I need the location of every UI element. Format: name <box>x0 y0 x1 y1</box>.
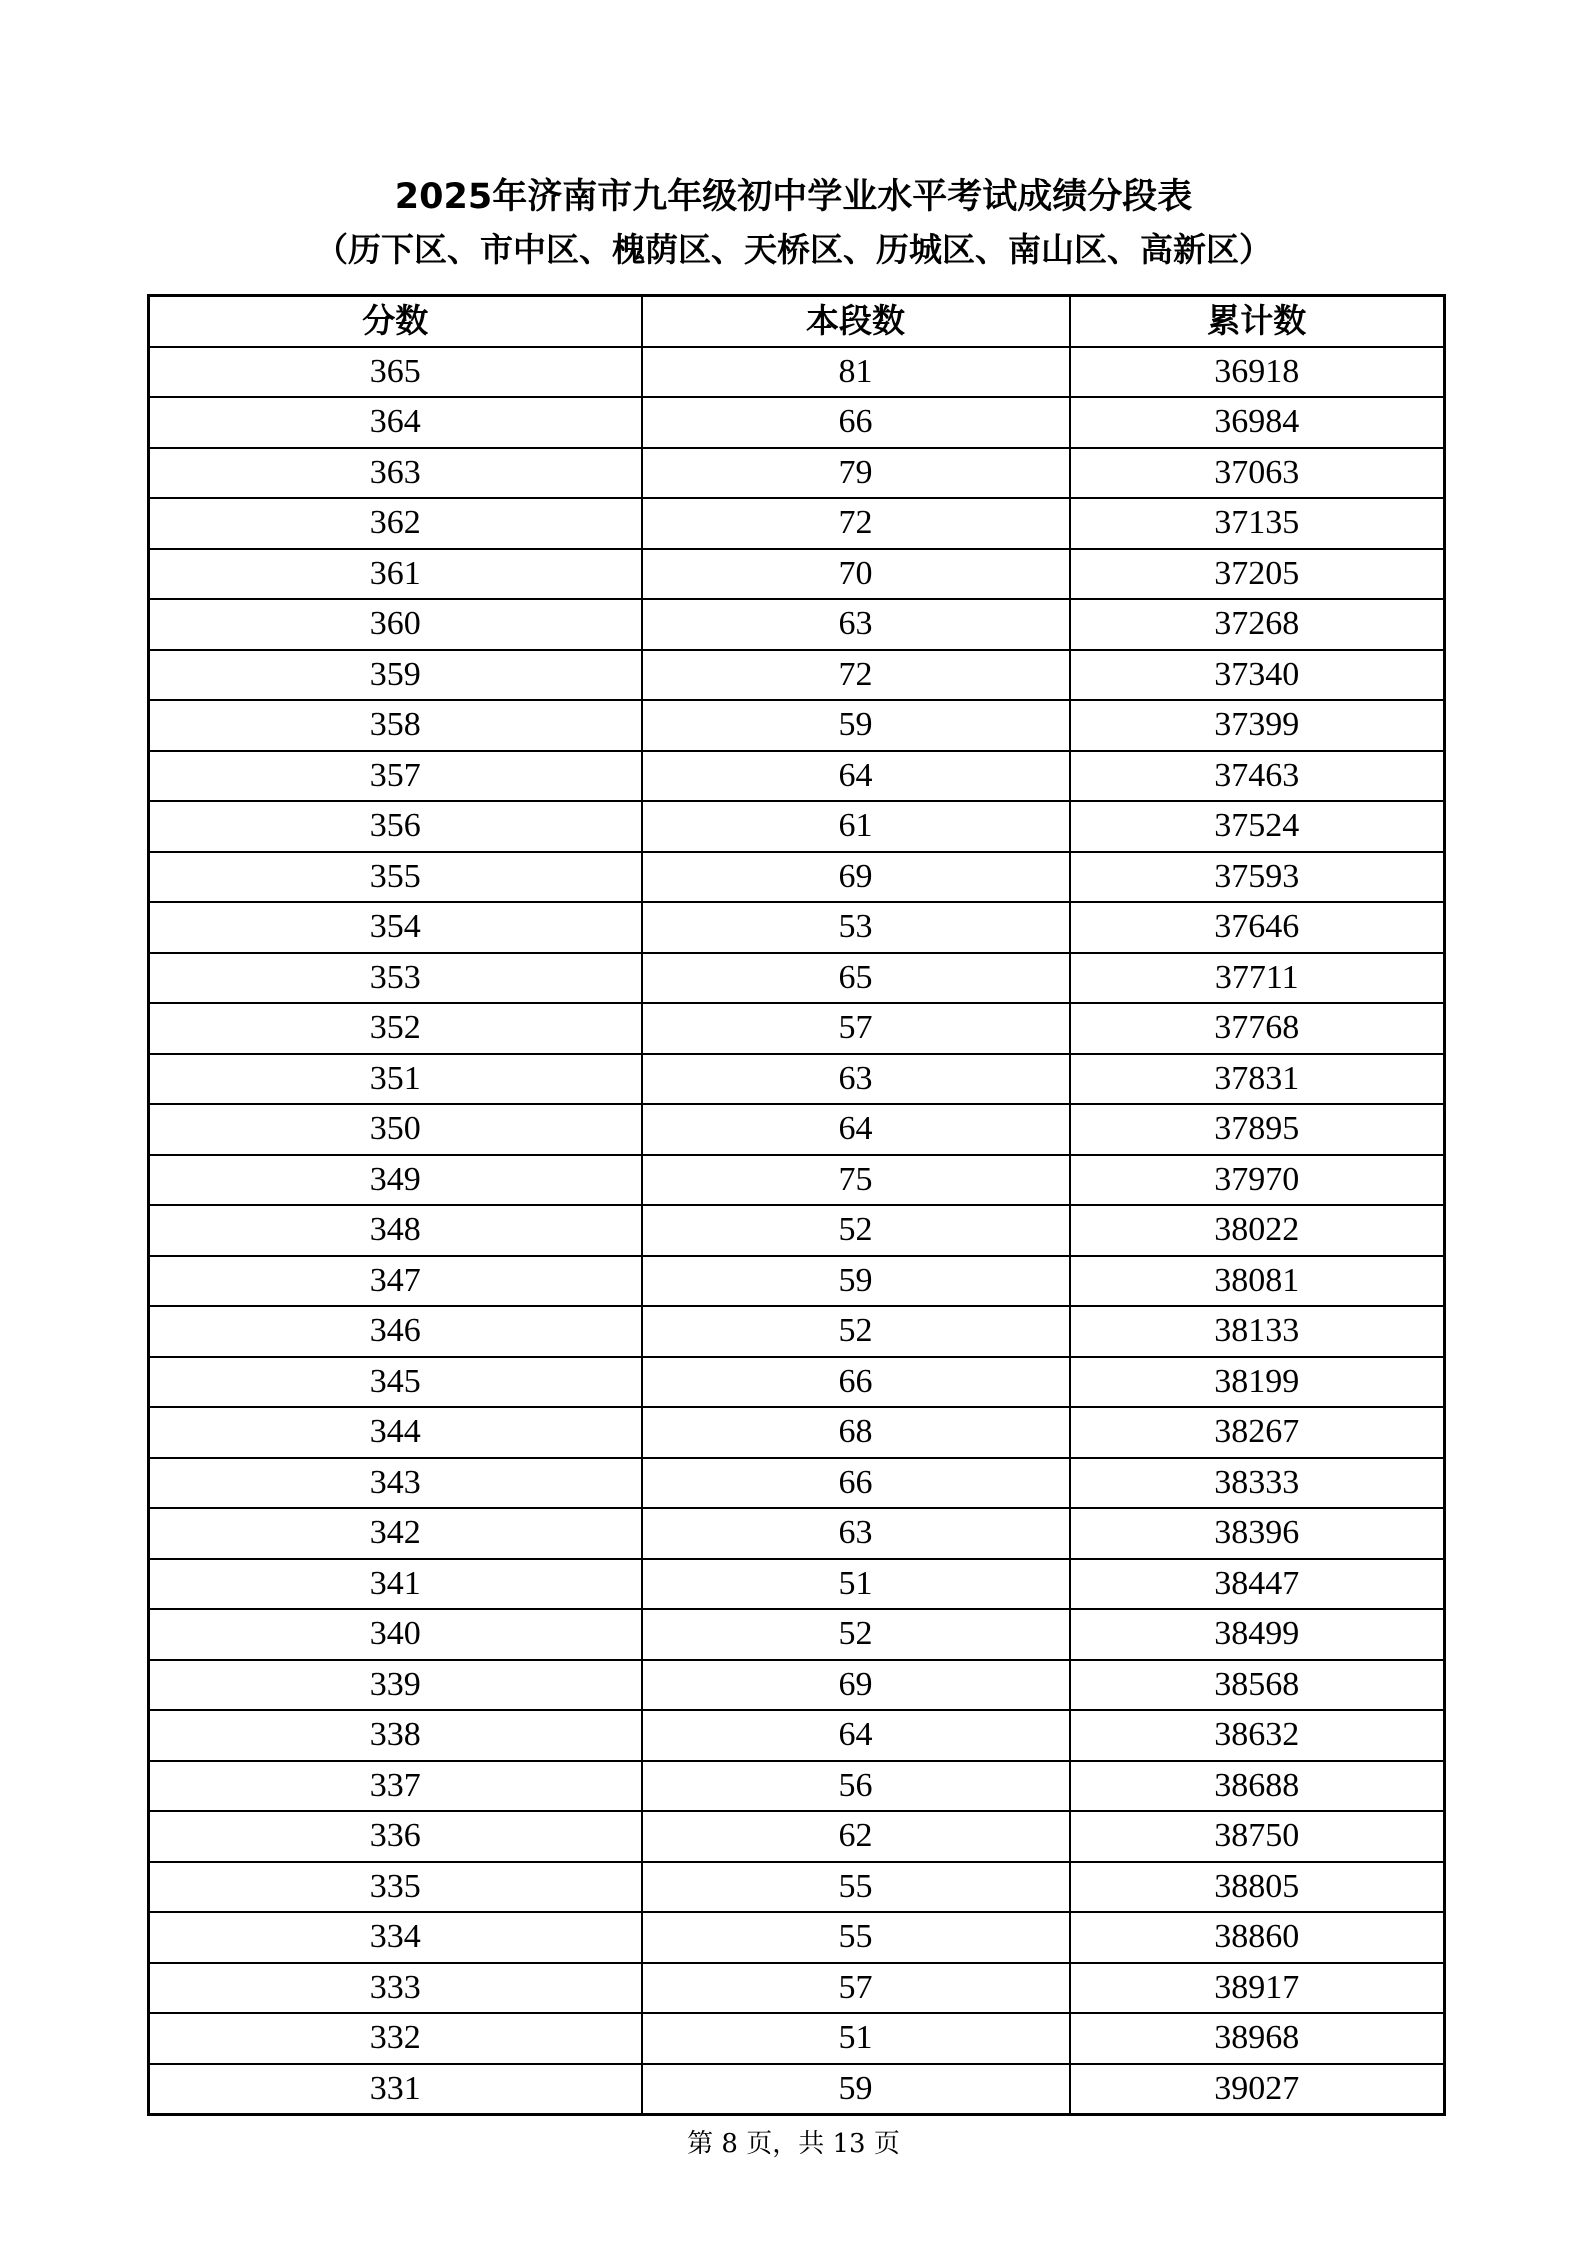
table-row <box>149 852 1445 903</box>
score-cell: 362 <box>149 498 642 549</box>
score-cell: 354 <box>149 902 642 953</box>
segment-count-cell: 57 <box>642 1003 1070 1054</box>
table-row <box>149 953 1445 1004</box>
cumulative-count-cell: 37895 <box>1070 1104 1445 1155</box>
table-row <box>149 751 1445 802</box>
segment-count-cell: 66 <box>642 397 1070 448</box>
score-cell: 346 <box>149 1306 642 1357</box>
segment-count-cell: 59 <box>642 700 1070 751</box>
segment-count-cell: 64 <box>642 1710 1070 1761</box>
score-cell: 333 <box>149 1963 642 2014</box>
cumulative-count-cell: 38632 <box>1070 1710 1445 1761</box>
table-row <box>149 1357 1445 1408</box>
column-header-score: 分数 <box>149 296 642 347</box>
table-header-row <box>149 296 1445 347</box>
segment-count-cell: 72 <box>642 650 1070 701</box>
score-cell: 332 <box>149 2013 642 2064</box>
score-cell: 350 <box>149 1104 642 1155</box>
score-cell: 331 <box>149 2064 642 2115</box>
table-body <box>149 347 1445 2115</box>
segment-count-cell: 64 <box>642 751 1070 802</box>
segment-count-cell: 59 <box>642 1256 1070 1307</box>
table-row <box>149 1003 1445 1054</box>
segment-count-cell: 61 <box>642 801 1070 852</box>
cumulative-count-cell: 37463 <box>1070 751 1445 802</box>
cumulative-count-cell: 39027 <box>1070 2064 1445 2115</box>
table-row <box>149 347 1445 398</box>
segment-count-cell: 55 <box>642 1862 1070 1913</box>
segment-count-cell: 63 <box>642 1508 1070 1559</box>
table-row <box>149 1407 1445 1458</box>
cumulative-count-cell: 38688 <box>1070 1761 1445 1812</box>
score-cell: 358 <box>149 700 642 751</box>
cumulative-count-cell: 37063 <box>1070 448 1445 499</box>
score-cell: 334 <box>149 1912 642 1963</box>
segment-count-cell: 69 <box>642 1660 1070 1711</box>
score-cell: 356 <box>149 801 642 852</box>
score-cell: 337 <box>149 1761 642 1812</box>
segment-count-cell: 52 <box>642 1306 1070 1357</box>
table-row <box>149 1155 1445 1206</box>
score-cell: 351 <box>149 1054 642 1105</box>
score-cell: 355 <box>149 852 642 903</box>
cumulative-count-cell: 38860 <box>1070 1912 1445 1963</box>
cumulative-count-cell: 38750 <box>1070 1811 1445 1862</box>
table-row <box>149 1559 1445 1610</box>
segment-count-cell: 57 <box>642 1963 1070 2014</box>
cumulative-count-cell: 37135 <box>1070 498 1445 549</box>
cumulative-count-cell: 37340 <box>1070 650 1445 701</box>
cumulative-count-cell: 37711 <box>1070 953 1445 1004</box>
cumulative-count-cell: 38133 <box>1070 1306 1445 1357</box>
table-row <box>149 549 1445 600</box>
table-row <box>149 1963 1445 2014</box>
cumulative-count-cell: 36918 <box>1070 347 1445 398</box>
table-row <box>149 1912 1445 1963</box>
page-number-footer: 第 8 页，共 13 页 <box>687 2129 900 2159</box>
segment-count-cell: 70 <box>642 549 1070 600</box>
cumulative-count-cell: 37268 <box>1070 599 1445 650</box>
cumulative-count-cell: 38199 <box>1070 1357 1445 1408</box>
table-row <box>149 1256 1445 1307</box>
score-cell: 352 <box>149 1003 642 1054</box>
segment-count-cell: 63 <box>642 599 1070 650</box>
segment-count-cell: 53 <box>642 902 1070 953</box>
cumulative-count-cell: 37205 <box>1070 549 1445 600</box>
segment-count-cell: 75 <box>642 1155 1070 1206</box>
segment-count-cell: 52 <box>642 1609 1070 1660</box>
cumulative-count-cell: 38022 <box>1070 1205 1445 1256</box>
score-cell: 349 <box>149 1155 642 1206</box>
segment-count-cell: 66 <box>642 1357 1070 1408</box>
table-row <box>149 498 1445 549</box>
table-row <box>149 1306 1445 1357</box>
segment-count-cell: 59 <box>642 2064 1070 2115</box>
table-row <box>149 1862 1445 1913</box>
table-row <box>149 650 1445 701</box>
segment-count-cell: 69 <box>642 852 1070 903</box>
cumulative-count-cell: 38447 <box>1070 1559 1445 1610</box>
cumulative-count-cell: 38081 <box>1070 1256 1445 1307</box>
score-cell: 340 <box>149 1609 642 1660</box>
score-cell: 359 <box>149 650 642 701</box>
table-row <box>149 2013 1445 2064</box>
table-row <box>149 902 1445 953</box>
table-row <box>149 1205 1445 1256</box>
cumulative-count-cell: 37646 <box>1070 902 1445 953</box>
cumulative-count-cell: 38968 <box>1070 2013 1445 2064</box>
cumulative-count-cell: 37831 <box>1070 1054 1445 1105</box>
score-cell: 348 <box>149 1205 642 1256</box>
document-title: 2025年济南市九年级初中学业水平考试成绩分段表 <box>394 177 1193 217</box>
table-row <box>149 1508 1445 1559</box>
segment-count-cell: 55 <box>642 1912 1070 1963</box>
segment-count-cell: 63 <box>642 1054 1070 1105</box>
table-row <box>149 599 1445 650</box>
cumulative-count-cell: 37524 <box>1070 801 1445 852</box>
score-cell: 365 <box>149 347 642 398</box>
segment-count-cell: 72 <box>642 498 1070 549</box>
cumulative-count-cell: 38499 <box>1070 1609 1445 1660</box>
score-cell: 344 <box>149 1407 642 1458</box>
score-cell: 345 <box>149 1357 642 1408</box>
segment-count-cell: 64 <box>642 1104 1070 1155</box>
cumulative-count-cell: 37768 <box>1070 1003 1445 1054</box>
cumulative-count-cell: 38396 <box>1070 1508 1445 1559</box>
table-row <box>149 397 1445 448</box>
table-row <box>149 1710 1445 1761</box>
table-row <box>149 1104 1445 1155</box>
score-cell: 338 <box>149 1710 642 1761</box>
table-row <box>149 1761 1445 1812</box>
segment-count-cell: 66 <box>642 1458 1070 1509</box>
table-row <box>149 700 1445 751</box>
segment-count-cell: 52 <box>642 1205 1070 1256</box>
segment-count-cell: 68 <box>642 1407 1070 1458</box>
table-row <box>149 1660 1445 1711</box>
cumulative-count-cell: 37399 <box>1070 700 1445 751</box>
table-row <box>149 801 1445 852</box>
document-subtitle: （历下区、市中区、槐荫区、天桥区、历城区、南山区、高新区） <box>315 230 1272 269</box>
score-cell: 335 <box>149 1862 642 1913</box>
cumulative-count-cell: 38805 <box>1070 1862 1445 1913</box>
table-row <box>149 1811 1445 1862</box>
cumulative-count-cell: 37593 <box>1070 852 1445 903</box>
cumulative-count-cell: 38917 <box>1070 1963 1445 2014</box>
cumulative-count-cell: 38568 <box>1070 1660 1445 1711</box>
score-cell: 347 <box>149 1256 642 1307</box>
table-row <box>149 1054 1445 1105</box>
score-cell: 343 <box>149 1458 642 1509</box>
table-row <box>149 1609 1445 1660</box>
segment-count-cell: 56 <box>642 1761 1070 1812</box>
column-header-segment-count: 本段数 <box>642 296 1070 347</box>
score-cell: 341 <box>149 1559 642 1610</box>
segment-count-cell: 62 <box>642 1811 1070 1862</box>
score-cell: 361 <box>149 549 642 600</box>
score-distribution-table <box>147 294 1446 2116</box>
score-cell: 364 <box>149 397 642 448</box>
score-cell: 353 <box>149 953 642 1004</box>
segment-count-cell: 51 <box>642 2013 1070 2064</box>
score-cell: 363 <box>149 448 642 499</box>
cumulative-count-cell: 38333 <box>1070 1458 1445 1509</box>
segment-count-cell: 65 <box>642 953 1070 1004</box>
cumulative-count-cell: 38267 <box>1070 1407 1445 1458</box>
segment-count-cell: 79 <box>642 448 1070 499</box>
score-cell: 339 <box>149 1660 642 1711</box>
score-cell: 342 <box>149 1508 642 1559</box>
segment-count-cell: 51 <box>642 1559 1070 1610</box>
table-row <box>149 2064 1445 2115</box>
table-row <box>149 448 1445 499</box>
table-row <box>149 1458 1445 1509</box>
segment-count-cell: 81 <box>642 347 1070 398</box>
cumulative-count-cell: 36984 <box>1070 397 1445 448</box>
score-cell: 336 <box>149 1811 642 1862</box>
score-cell: 360 <box>149 599 642 650</box>
column-header-cumulative-count: 累计数 <box>1070 296 1445 347</box>
score-cell: 357 <box>149 751 642 802</box>
cumulative-count-cell: 37970 <box>1070 1155 1445 1206</box>
